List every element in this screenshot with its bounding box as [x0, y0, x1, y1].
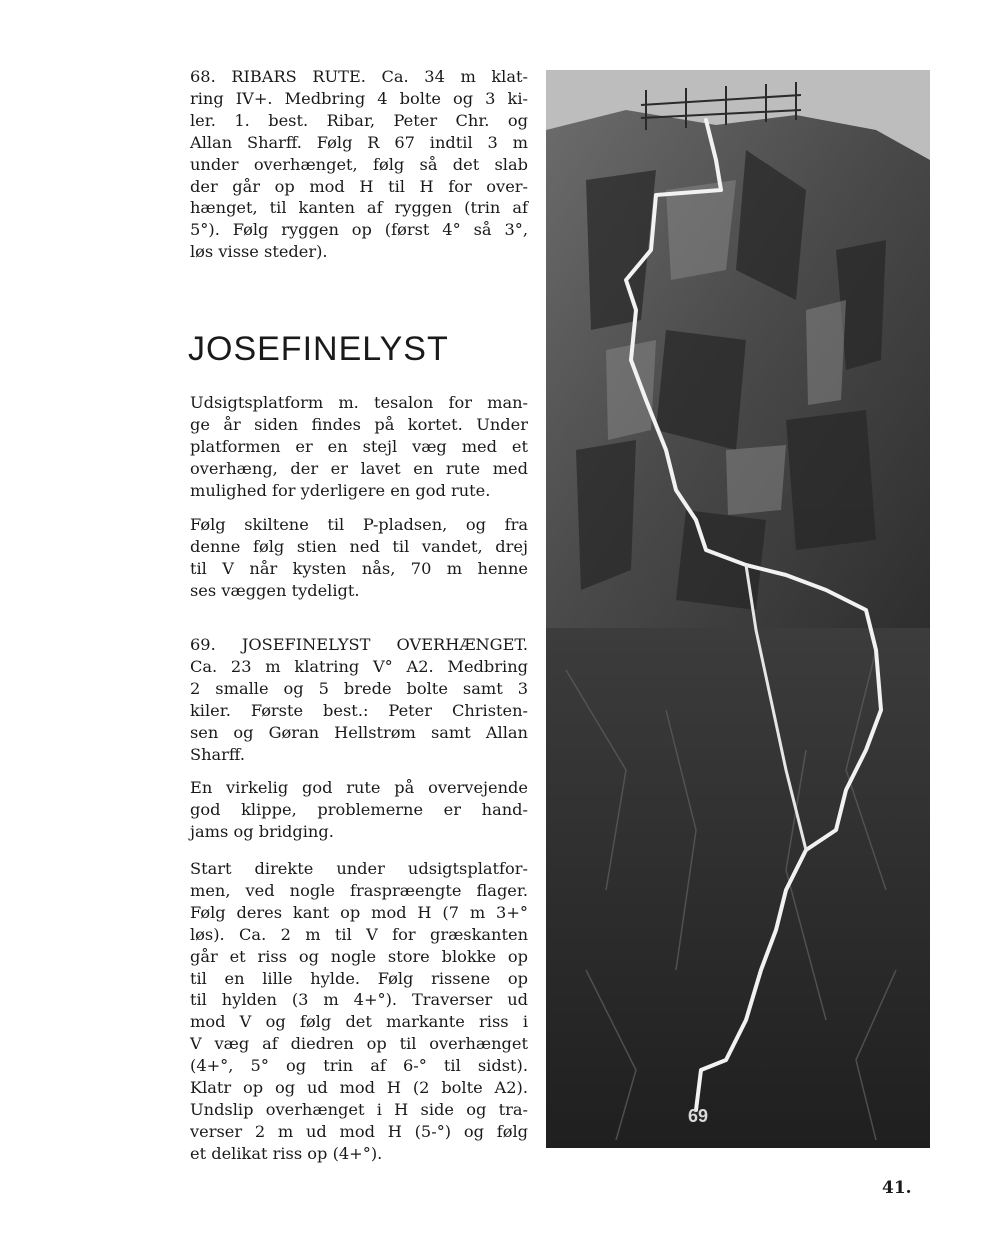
- text-line: Udsigtsplatform m. tesalon for man-: [190, 393, 528, 412]
- text-line: ler. 1. best. Ribar, Peter Chr. og: [190, 110, 528, 130]
- section-intro: [190, 392, 528, 502]
- text-line: ring IV+. Medbring 4 bolte og 3 ki-: [190, 88, 528, 108]
- text-line: platformen er en stejl væg med et: [190, 436, 528, 456]
- text-line: Start direkte under udsigtsplatfor-: [190, 859, 528, 878]
- text-line: går et riss og nogle store blokke op: [190, 946, 528, 966]
- text-line: Allan Sharff. Følg R 67 indtil 3 m: [190, 132, 528, 152]
- text-line: løs). Ca. 2 m til V for græskanten: [190, 924, 528, 944]
- section-title: JOSEFINELYST: [188, 330, 449, 368]
- route-69-description: [190, 858, 528, 1165]
- text-line: under overhænget, følg så det slab: [190, 154, 528, 174]
- text-line: til V når kysten nås, 70 m henne: [190, 558, 528, 578]
- text-line: Klatr op og ud mod H (2 bolte A2).: [190, 1078, 528, 1098]
- text-line: Undslip overhænget i H side og tra-: [190, 1099, 528, 1119]
- lower-cliff: [546, 628, 930, 1148]
- text-line: ses væggen tydeligt.: [190, 580, 360, 600]
- route-69-quality: [190, 777, 528, 843]
- text-line: denne følg stien ned til vandet, drej: [190, 536, 528, 556]
- text-line: 68. RIBARS RUTE. Ca. 34 m klat-: [190, 67, 528, 86]
- section-directions: [190, 514, 528, 602]
- text-line: verser 2 m ud mod H (5-°) og følg: [190, 1121, 528, 1141]
- text-line: jams og bridging.: [190, 821, 334, 841]
- text-line: V væg af diedren op til overhænget: [190, 1034, 528, 1054]
- text-line: et delikat riss op (4+°).: [190, 1143, 383, 1163]
- text-line: men, ved nogle fraspræengte flager.: [190, 880, 528, 900]
- text-line: En virkelig god rute på overvejende: [190, 778, 528, 797]
- text-line: overhæng, der er lavet en rute med: [190, 458, 528, 478]
- text-line: ge år siden findes på kortet. Under: [190, 414, 528, 434]
- text-line: Følg deres kant op mod H (7 m 3+°: [190, 902, 528, 922]
- text-line: Følg skiltene til P-pladsen, og fra: [190, 515, 528, 534]
- text-line: god klippe, problemerne er hand-: [190, 799, 528, 819]
- text-line: hænget, til kanten af ryggen (trin af: [190, 198, 528, 218]
- text-line: sen og Gøran Hellstrøm samt Allan: [190, 722, 528, 742]
- text-line: kiler. Første best.: Peter Christen-: [190, 700, 528, 720]
- text-line: der går op mod H til H for over-: [190, 176, 528, 196]
- text-line: til en lille hylde. Følg rissene op: [190, 968, 528, 988]
- page-number: 41.: [882, 1178, 912, 1198]
- text-line: til hylden (3 m 4+°). Traverser ud: [190, 990, 528, 1010]
- text-line: mulighed for yderligere en god rute.: [190, 480, 491, 500]
- text-line: 5°). Følg ryggen op (først 4° så 3°,: [190, 220, 528, 240]
- text-line: løs visse steder).: [190, 242, 328, 262]
- text-line: mod V og følg det markante riss i: [190, 1012, 528, 1032]
- text-line: Ca. 23 m klatring V° A2. Medbring: [190, 656, 528, 676]
- cliff-photo: [546, 70, 930, 1148]
- text-line: 69. JOSEFINELYST OVERHÆNGET.: [190, 635, 528, 654]
- route-68-text: [190, 66, 528, 263]
- text-line: (4+°, 5° og trin af 6-° til sidst).: [190, 1056, 528, 1076]
- route-number-label: 69: [688, 1106, 709, 1126]
- text-line: Sharff.: [190, 744, 245, 764]
- route-69-header: [190, 634, 528, 765]
- text-line: 2 smalle og 5 brede bolte samt 3: [190, 678, 528, 698]
